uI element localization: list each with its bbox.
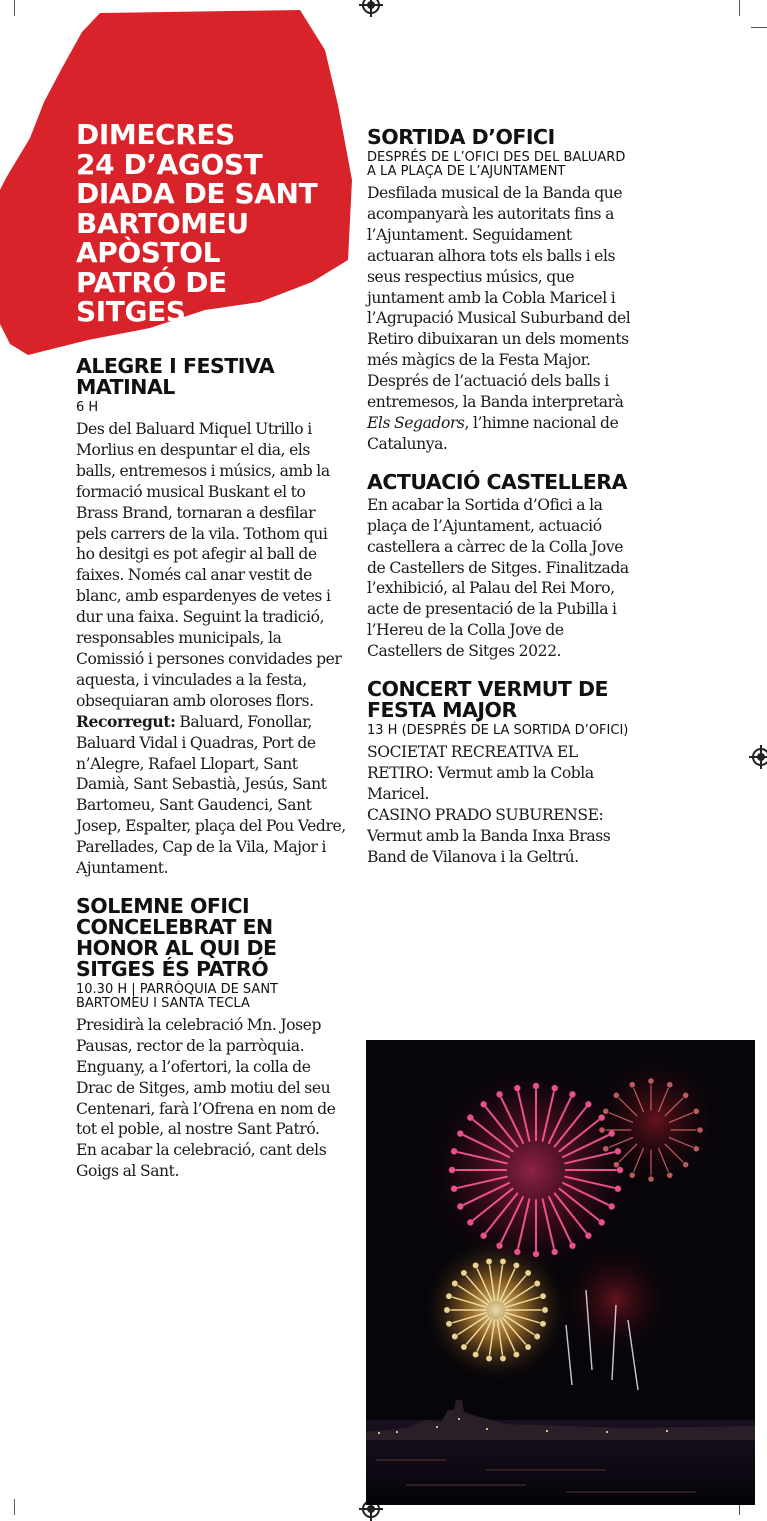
firework-spark [552,1086,556,1090]
firework-spark [453,1281,457,1285]
day-heading [76,120,356,327]
firework-spark [599,1220,603,1224]
firework-spark [534,1084,538,1088]
section-paragraph: En acabar la Sortida d’Ofici a la plaça de l’Ajuntament, actuació castellera a càrrec de la Colla Jove de Castellers de Sitges. Finalitzada l’exhibició, al Palau del Rei Moro, acte de presentació de la Pubilla i l’Hereu de la Colla Jove de Castellers de Sitges 2022. [367,495,629,661]
firework-spark [468,1115,472,1119]
firework-spark [526,1345,530,1349]
firework-spark [515,1086,519,1090]
firework-spark [526,1271,530,1275]
section-paragraph: Presidirà la celebració Mn. Josep Pausas, rector de la parròquia. Enguany, a l’ofertori, la colla de Drac de Sitges, amb motiu del seu Centenari, farà l’Ofrena en nom de tot el poble, al nostre Sant Patró. [76,1015,336,1139]
section-ofici [76,893,346,1182]
firework-spark [618,1168,622,1172]
section-sortida [367,127,637,455]
heading-line: APÒSTOL [76,236,221,269]
firework-spark [552,1250,556,1254]
section-paragraph: SOCIETAT RECREATIVA EL RETIRO: Vermut amb la Cobla Maricel. [367,743,594,803]
firework-spark [445,1308,449,1312]
firework-spark [534,1252,538,1256]
firework-spark [616,1149,620,1153]
section-paragraph: Des del Baluard Miquel Utrillo i Morlius en despuntar el dia, els balls, entremesos i músics, amb la formació musical Buskant el to Brass Brand, tornaran a desfilar pels carrers de la vila. Tothom qui ho desitgi es pot afegir al ball de faixes. Només cal anar vestit de blanc, amb espardenyes de vetes i dur una faixa. Seguint la tradició, responsables municipals, la Comissió i persones convidades per aquesta, i vinculades a la festa, obsequiaran amb oloroses flors. [76,420,342,710]
right-column [367,127,637,884]
firework-spark [515,1250,519,1254]
section-title: ACTUACIÓ CASTELLERA [367,469,627,494]
firework-spark [683,1093,687,1097]
firework-spark [447,1322,451,1326]
section-title: SORTIDA D’OFICI [367,125,555,149]
firework-spark [614,1093,618,1097]
firework-spark [501,1259,505,1263]
firework-spark [458,1204,462,1208]
fireworks-photo [366,1040,755,1505]
firework-spark [649,1079,653,1083]
firework-spark [630,1173,634,1177]
section-vermut [367,679,637,867]
heading-line: DIMECRES [76,118,235,151]
firework-spark [586,1233,590,1237]
fireworks-illustration [366,1040,755,1505]
firework-spark [668,1083,672,1087]
firework-spark [630,1083,634,1087]
heading-line: BARTOMEU [76,206,249,240]
firework-spark [609,1204,613,1208]
route-label: Recorregut: [76,711,176,731]
firework-spark [668,1173,672,1177]
firework-spark [497,1092,501,1096]
firework-spark [481,1102,485,1106]
firework-spark [447,1294,451,1298]
body-text: , l’himne nacional de Catalunya. [367,413,619,453]
firework-spark [458,1131,462,1135]
section-time: DESPRÉS DE L’OFICI DES DEL BALUARD A LA PLAÇA DE L’AJUNTAMENT [367,150,626,179]
section-body [367,183,637,455]
firework-spark [683,1162,687,1166]
firework-spark [487,1259,491,1263]
firework-spark [462,1345,466,1349]
body-text: Desfilada musical de la Banda que acompanyarà les autoritats fins a l’Ajuntament. Seguidament actuaran alhora tots els balls i els seus respectius músics, que juntament amb la Cobla Maricel i l’Agrupació Musical Suburband del Retiro dibuixaran un dels moments més màgics de la Festa Major. Després de l’actuació dels balls i entremesos, la Banda interpretarà [367,184,631,412]
section-castellera [367,469,637,662]
firework-spark [649,1177,653,1181]
firework-spark [535,1334,539,1338]
section-matinal [76,356,346,879]
firework-spark [609,1131,613,1135]
firework-spark [468,1220,472,1224]
section-body [367,495,637,662]
heading-line: SITGES [76,295,186,328]
section-time: 10.30 H | PARRÒQUIA DE SANT BARTOMEU I SANTA TECLA [76,981,278,1011]
heading-line: PATRÓ DE [76,265,227,299]
firework-spark [497,1243,501,1247]
firework-spark [604,1109,608,1113]
section-title: CONCERT VERMUT DE FESTA MAJOR [367,677,609,723]
registration-mark-top [362,0,380,14]
crop-mark-bottom-left [14,1499,15,1515]
firework-spark [452,1186,456,1190]
firework-spark [543,1308,547,1312]
firework-spark [694,1109,698,1113]
firework-spark [452,1149,456,1153]
firework-spark [570,1092,574,1096]
firework-spark [473,1263,477,1267]
route-text: Baluard, Fonollar, Baluard Vidal i Quadras, Port de n’Alegre, Rafael Llopart, Sant Damià, Sant Sebastià, Jesús, Sant Bartomeu, Sant Gaudenci, Sant Josep, Espalter, plaça del Pou Vedre, Parellades, Cap de la Vila, Major i Ajuntament. [76,712,346,878]
section-title: ALEGRE I FESTIVA MATINAL [76,354,275,399]
section-time: 13 H (DESPRÉS DE LA SORTIDA D’OFICI) [367,723,629,739]
section-paragraph [367,183,637,455]
firework-spark [481,1233,485,1237]
heading-line: 24 D’AGOST [76,147,263,181]
crop-mark-right [751,27,767,28]
firework-spark [535,1281,539,1285]
firework-spark [599,1115,603,1119]
anthem-title: Els Segadors [367,413,465,432]
heading-line: DIADA DE SANT [76,177,318,210]
firework-spark [514,1263,518,1267]
firework-spark [453,1334,457,1338]
left-column [76,356,346,1199]
route-paragraph [76,712,346,879]
firework-spark [541,1294,545,1298]
firework-spark [694,1147,698,1151]
firework-spark [473,1352,477,1356]
firework-spark [604,1147,608,1151]
section-body [76,1015,346,1182]
registration-mark-right [752,748,767,766]
firework-spark [614,1162,618,1166]
firework-spark [698,1128,702,1132]
section-time: 6 H [76,400,99,415]
firework-spark [487,1356,491,1360]
section-body [367,742,637,867]
firework-spark [450,1168,454,1172]
firework-spark [514,1352,518,1356]
firework-spark [616,1186,620,1190]
section-title: SOLEMNE OFICI CONCELEBRAT EN HONOR AL QUI DE SITGES ÉS PATRÓ [76,893,277,981]
firework-spark [541,1322,545,1326]
firework-spark [600,1128,604,1132]
section-paragraph: CASINO PRADO SUBURENSE: Vermut amb la Banda Inxa Brass Band de Vilanova i la Geltrú. [367,805,611,866]
firework-spark [462,1271,466,1275]
section-body [76,419,346,879]
crop-mark-top-right [739,0,740,16]
section-paragraph: En acabar la celebració, cant dels Goigs al Sant. [76,1141,327,1181]
firework-spark [586,1102,590,1106]
firework-spark [570,1243,574,1247]
firework-spark [501,1356,505,1360]
